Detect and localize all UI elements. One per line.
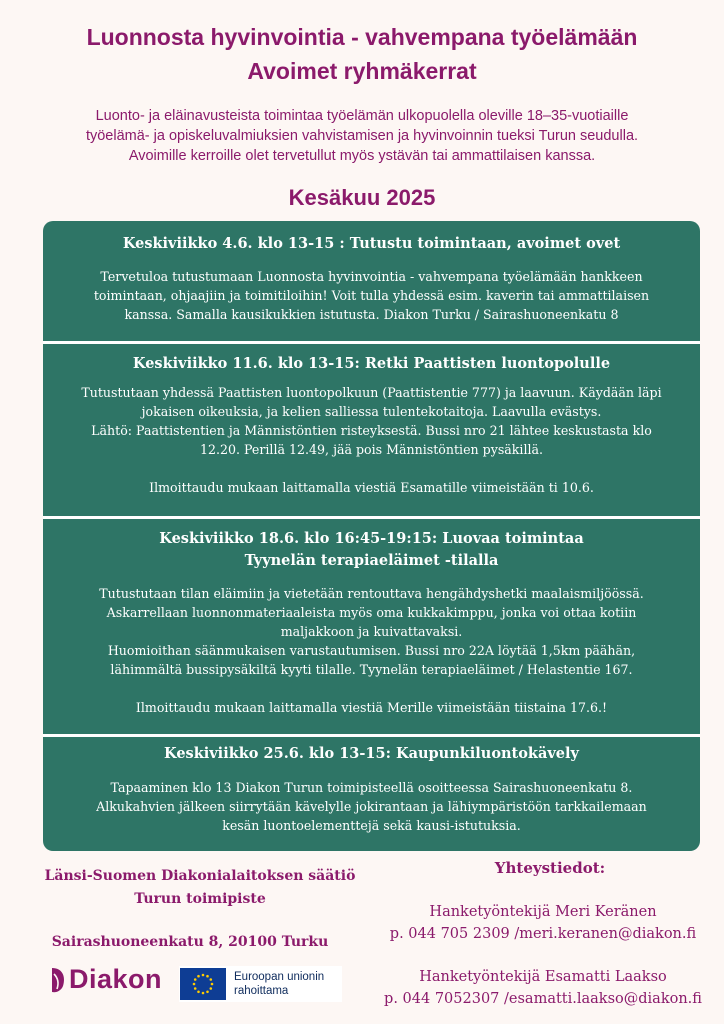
eu-star (206, 990, 209, 993)
eu-flag-icon (180, 968, 226, 1000)
intro-line: Luonto- ja eläinavusteista toimintaa työelämän ulkopuolella oleville 18–35-vuotiaille (95, 108, 629, 124)
event-text-line: jokaisen oikeuksia, ja kelien salliessa tulentekotaitoja. Laavulla evästys. (141, 404, 602, 419)
eu-text-line: rahoittama (234, 985, 289, 997)
org-address: Sairashuoneenkatu 8, 20100 Turku (51, 934, 329, 950)
event-card (43, 233, 700, 324)
event-text-line (65, 459, 678, 478)
contact-details[interactable]: p. 044 7052307 /esamatti.laakso@diakon.fi (384, 991, 702, 1007)
eu-funding-logo (179, 966, 342, 1002)
eu-funding-text (234, 970, 324, 998)
event-heading (65, 353, 678, 375)
event-text-line: Askarrellaan luonnonmateriaaleista myös oma kukkakimppu, jonka voi ottaa kotiin (106, 605, 637, 620)
event-text-line: kesän luontoelementtejä sekä kausi-istutuksia. (222, 818, 521, 833)
event-heading-line: Keskiviikko 11.6. klo 13-15: Retki Paattisten luontopolulle (132, 355, 611, 372)
event-divider (43, 341, 700, 344)
event-divider (43, 516, 700, 519)
org-unit: Turun toimipiste (134, 891, 266, 907)
event-text-line: maljakkoon ja kuivattavaksi. (280, 624, 463, 639)
contact-block (368, 966, 718, 1010)
event-text-line: Huomioithan säänmukaisen varustautumisen. Bussi nro 22A löytää 1,5km päähän, (107, 643, 636, 658)
page-subtitle: Avoimet ryhmäkerrat (247, 58, 477, 84)
contact-details[interactable]: p. 044 705 2309 /meri.keranen@diakon.fi (389, 926, 697, 942)
event-heading-line: Keskiviikko 4.6. klo 13-15 : Tutustu toimintaan, avoimet ovet (122, 235, 621, 252)
event-card (43, 528, 700, 717)
event-text-line (65, 679, 678, 698)
intro-line: työelämä- ja opiskeluvalmiuksien vahvistamisen ja hyvinvoinnin tueksi Turun seudulla. (85, 128, 639, 144)
event-heading-line: Tyynelän terapiaeläimet -tilalla (244, 552, 499, 569)
event-text-line: Alkukahvien jälkeen siirrytään kävelylle jokirantaan ja lähiympäristöön tarkkailemaan (96, 799, 647, 814)
event-description (65, 383, 678, 497)
contacts-title: Yhteystiedot: (494, 859, 606, 877)
eu-text-line: Euroopan unionin (234, 971, 325, 983)
eu-star (209, 987, 212, 990)
eu-star (197, 975, 200, 978)
eu-star (211, 983, 214, 986)
page-title: Luonnosta hyvinvointia - vahvempana työelämään (86, 24, 638, 50)
event-heading-line: Keskiviikko 18.6. klo 16:45-19:15: Luovaa toimintaa (159, 530, 584, 547)
event-heading (65, 233, 678, 255)
event-text-line: kanssa. Samalla kausikukkien istutusta. Diakon Turku / Sairashuoneenkatu 8 (124, 307, 619, 322)
eu-star (206, 975, 209, 978)
eu-star (197, 990, 200, 993)
contact-name: Hanketyöntekijä Esamatti Laakso (419, 969, 667, 985)
event-divider (43, 734, 700, 737)
event-text-line: Lähtö: Paattistentien ja Männistöntien risteyksestä. Bussi nro 21 lähtee keskustasta klo (91, 423, 652, 438)
eu-star (209, 978, 212, 981)
events-panel (43, 221, 700, 851)
event-text-line: Tervetuloa tutustumaan Luonnosta hyvinvointia - vahvempana työelämään hankkeen (100, 269, 643, 284)
event-text-line: 12.20. Perillä 12.49, jää pois Männistöntien pysäkillä. (199, 442, 544, 457)
month-heading: Kesäkuu 2025 (288, 185, 436, 210)
event-text-line: toimintaan, ohjaajiin ja toimitiloihin! Voit tulla yhdessä esim. kaverin tai ammattilaisen (93, 288, 650, 303)
eu-star (202, 992, 205, 995)
event-text-line: lähimmältä bussipysäkiltä kyyti tilalle. Tyynelän terapiaeläimet / Helastentie 167. (110, 662, 633, 677)
event-card (43, 743, 700, 835)
eu-star (202, 974, 205, 977)
contact-name: Hanketyöntekijä Meri Keränen (429, 904, 657, 920)
event-description (65, 267, 678, 324)
eu-star (194, 978, 197, 981)
event-heading (65, 743, 678, 765)
event-text-line: Tapaaminen klo 13 Diakon Turun toimipisteellä osoitteessa Sairashuoneenkatu 8. (110, 780, 633, 795)
eu-star (194, 987, 197, 990)
org-name: Länsi-Suomen Diakonialaitoksen säätiö (44, 868, 356, 884)
leaf-icon (48, 964, 68, 994)
event-description (65, 778, 678, 835)
intro-text (40, 106, 684, 166)
event-description (65, 584, 678, 717)
event-text-line: Tutustutaan yhdessä Paattisten luontopolkuun (Paattistentie 777) ja laavuun. Käydään läpi (81, 385, 662, 400)
intro-line: Avoimille kerroille olet tervetullut myös ystävän tai ammattilaisen kanssa. (128, 148, 596, 164)
event-card (43, 353, 700, 497)
event-text-line: Ilmoittaudu mukaan laittamalla viestiä Merille viimeistään tiistaina 17.6.! (135, 700, 608, 715)
contact-block (368, 901, 718, 945)
diakon-logo (48, 962, 162, 996)
event-text-line: Ilmoittaudu mukaan laittamalla viestiä Esamatille viimeistään ti 10.6. (149, 480, 594, 495)
event-heading (65, 528, 678, 572)
event-text-line: Tutustutaan tilan eläimiin ja vietetään rentouttava hengähdyshetki maalaismiljöössä. (99, 586, 644, 601)
eu-star (193, 983, 196, 986)
diakon-logo-text: Diakon (69, 964, 163, 994)
event-heading-line: Keskiviikko 25.6. klo 13-15: Kaupunkiluontokävely (164, 745, 579, 762)
